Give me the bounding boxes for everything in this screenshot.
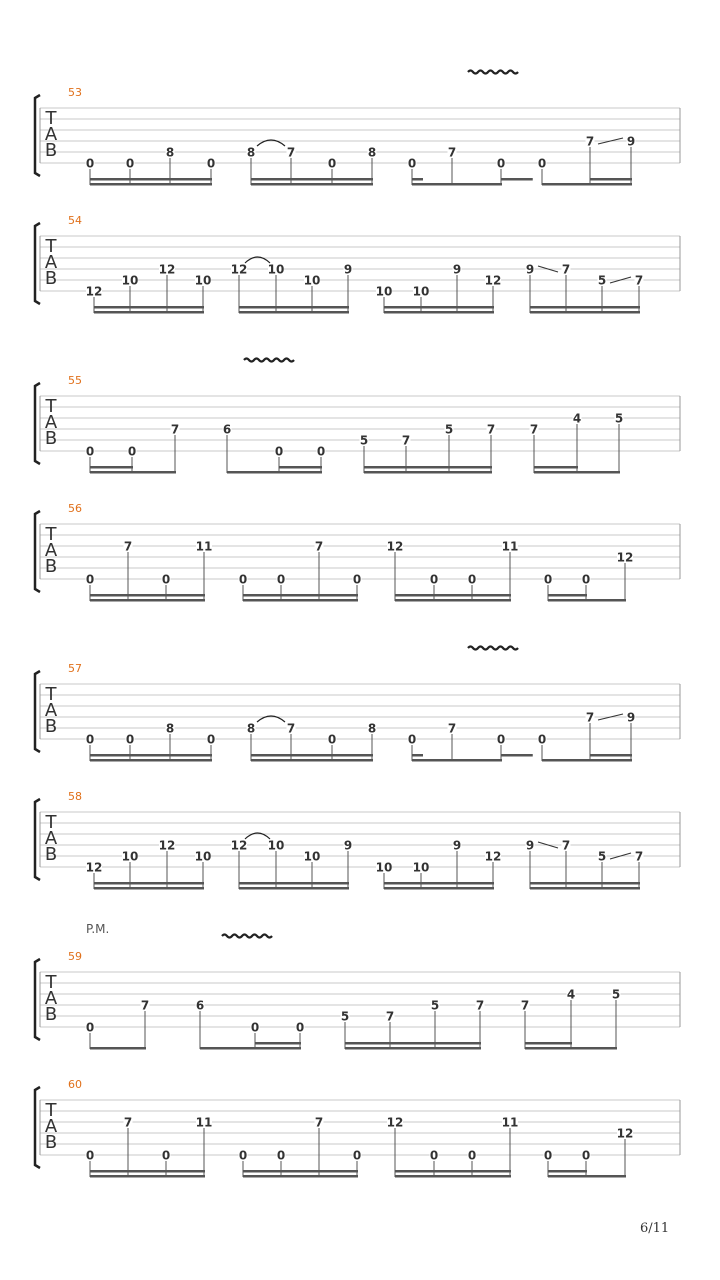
fret-number: 0 bbox=[161, 1148, 171, 1163]
tab-clef-letter: T bbox=[45, 108, 57, 129]
tab-clef-letter: A bbox=[44, 124, 58, 145]
fret-number: 0 bbox=[85, 1148, 95, 1163]
fret-number: 0 bbox=[429, 572, 439, 587]
fret-number: 5 bbox=[430, 998, 440, 1013]
beam-secondary bbox=[345, 1042, 481, 1045]
beam-secondary bbox=[384, 306, 494, 309]
fret-number: 7 bbox=[634, 849, 644, 864]
fret-number: 0 bbox=[407, 156, 417, 171]
staff-bracket bbox=[35, 959, 40, 1040]
fret-number: 9 bbox=[626, 134, 636, 149]
beam-secondary bbox=[364, 466, 492, 469]
fret-number: 9 bbox=[343, 262, 353, 277]
beam bbox=[90, 599, 205, 602]
fret-number: 8 bbox=[367, 721, 377, 736]
beam bbox=[530, 311, 640, 314]
tab-clef-letter: A bbox=[44, 988, 58, 1009]
fret-number: 10 bbox=[375, 284, 393, 299]
fret-number: 7 bbox=[447, 145, 457, 160]
measure-number: 58 bbox=[68, 790, 82, 803]
fret-number: 10 bbox=[375, 860, 393, 875]
fret-number: 12 bbox=[230, 838, 248, 853]
fret-number: 8 bbox=[165, 145, 175, 160]
fret-number: 0 bbox=[125, 732, 135, 747]
staff-bracket bbox=[35, 671, 40, 752]
fret-number: 0 bbox=[543, 572, 553, 587]
beam-secondary bbox=[239, 306, 349, 309]
fret-number: 12 bbox=[158, 838, 176, 853]
fret-number: 0 bbox=[429, 1148, 439, 1163]
fret-number: 0 bbox=[352, 1148, 362, 1163]
beam bbox=[90, 183, 212, 186]
beam bbox=[90, 1047, 146, 1050]
fret-number: 0 bbox=[276, 1148, 286, 1163]
beam-secondary bbox=[94, 882, 204, 885]
fret-number: 7 bbox=[170, 422, 180, 437]
beam bbox=[90, 1175, 205, 1178]
fret-number: 0 bbox=[125, 156, 135, 171]
beam bbox=[90, 471, 176, 474]
fret-number: 5 bbox=[614, 411, 624, 426]
beam bbox=[395, 599, 511, 602]
vibrato-mark bbox=[222, 935, 272, 938]
vibrato-mark bbox=[468, 71, 518, 74]
beam bbox=[548, 1175, 626, 1178]
fret-number: 7 bbox=[634, 273, 644, 288]
fret-number: 7 bbox=[286, 721, 296, 736]
fret-number: 12 bbox=[484, 273, 502, 288]
fret-number: 11 bbox=[195, 1115, 213, 1130]
fret-number: 0 bbox=[250, 1020, 260, 1035]
fret-number: 11 bbox=[195, 539, 213, 554]
beam-secondary bbox=[239, 882, 349, 885]
fret-number: 0 bbox=[85, 444, 95, 459]
beam-partial bbox=[412, 178, 423, 181]
fret-number: 9 bbox=[525, 838, 535, 853]
tab-clef-letter: A bbox=[44, 540, 58, 561]
beam bbox=[542, 759, 632, 762]
fret-number: 5 bbox=[444, 422, 454, 437]
beam bbox=[542, 183, 632, 186]
beam bbox=[243, 1175, 358, 1178]
fret-number: 11 bbox=[501, 539, 519, 554]
fret-number: 0 bbox=[295, 1020, 305, 1035]
fret-number: 12 bbox=[484, 849, 502, 864]
beam bbox=[200, 1047, 301, 1050]
beam bbox=[534, 471, 620, 474]
fret-number: 0 bbox=[85, 156, 95, 171]
fret-number: 0 bbox=[238, 1148, 248, 1163]
beam bbox=[243, 599, 358, 602]
staff-bracket bbox=[35, 511, 40, 592]
tab-clef-letter: B bbox=[44, 556, 58, 577]
fret-number: 12 bbox=[386, 539, 404, 554]
fret-number: 7 bbox=[314, 539, 324, 554]
measure-number: 59 bbox=[68, 950, 82, 963]
fret-number: 0 bbox=[537, 156, 547, 171]
fret-number: 6 bbox=[222, 422, 232, 437]
beam-secondary bbox=[384, 882, 494, 885]
fret-number: 7 bbox=[585, 134, 595, 149]
tab-clef-letter: A bbox=[44, 412, 58, 433]
fret-number: 12 bbox=[85, 860, 103, 875]
fret-number: 11 bbox=[501, 1115, 519, 1130]
fret-number: 10 bbox=[412, 860, 430, 875]
fret-number: 0 bbox=[85, 1020, 95, 1035]
fret-number: 0 bbox=[467, 1148, 477, 1163]
fret-number: 12 bbox=[386, 1115, 404, 1130]
beam bbox=[94, 887, 204, 890]
beam bbox=[412, 183, 502, 186]
fret-number: 0 bbox=[496, 156, 506, 171]
beam bbox=[395, 1175, 511, 1178]
fret-number: 10 bbox=[121, 849, 139, 864]
tab-clef-letter: B bbox=[44, 268, 58, 289]
fret-number: 7 bbox=[385, 1009, 395, 1024]
measure-number: 54 bbox=[68, 214, 82, 227]
fret-number: 8 bbox=[165, 721, 175, 736]
fret-number: 0 bbox=[467, 572, 477, 587]
fret-number: 10 bbox=[194, 849, 212, 864]
tab-clef-letter: T bbox=[45, 812, 57, 833]
beam bbox=[90, 759, 212, 762]
fret-number: 0 bbox=[352, 572, 362, 587]
fret-number: 0 bbox=[85, 732, 95, 747]
fret-number: 6 bbox=[195, 998, 205, 1013]
fret-number: 0 bbox=[407, 732, 417, 747]
fret-number: 7 bbox=[123, 1115, 133, 1130]
beam bbox=[239, 887, 349, 890]
fret-number: 5 bbox=[340, 1009, 350, 1024]
fret-number: 7 bbox=[140, 998, 150, 1013]
beam-partial bbox=[501, 754, 533, 757]
fret-number: 9 bbox=[525, 262, 535, 277]
fret-number: 0 bbox=[161, 572, 171, 587]
beam-partial bbox=[534, 466, 578, 469]
beam-secondary bbox=[530, 306, 640, 309]
beam bbox=[384, 311, 494, 314]
fret-number: 9 bbox=[452, 838, 462, 853]
tab-clef-letter: A bbox=[44, 252, 58, 273]
tab-clef-letter: T bbox=[45, 684, 57, 705]
fret-number: 10 bbox=[121, 273, 139, 288]
beam bbox=[251, 759, 373, 762]
tab-clef-letter: T bbox=[45, 972, 57, 993]
fret-number: 10 bbox=[194, 273, 212, 288]
beam bbox=[94, 311, 204, 314]
fret-number: 12 bbox=[230, 262, 248, 277]
fret-number: 7 bbox=[561, 838, 571, 853]
tab-clef-letter: T bbox=[45, 524, 57, 545]
fret-number: 0 bbox=[274, 444, 284, 459]
staff-bracket bbox=[35, 799, 40, 880]
beam-secondary bbox=[395, 594, 511, 597]
fret-number: 10 bbox=[412, 284, 430, 299]
staff-bracket bbox=[35, 223, 40, 304]
beam-secondary bbox=[94, 306, 204, 309]
staff-bracket bbox=[35, 383, 40, 464]
tab-clef-letter: A bbox=[44, 828, 58, 849]
fret-number: 5 bbox=[359, 433, 369, 448]
fret-number: 9 bbox=[626, 710, 636, 725]
tab-clef-letter: A bbox=[44, 700, 58, 721]
fret-number: 4 bbox=[566, 987, 576, 1002]
fret-number: 5 bbox=[611, 987, 621, 1002]
beam-secondary bbox=[251, 178, 373, 181]
beam bbox=[251, 183, 373, 186]
vibrato-mark bbox=[468, 647, 518, 650]
beam bbox=[530, 887, 640, 890]
fret-number: 0 bbox=[85, 572, 95, 587]
beam bbox=[227, 471, 322, 474]
beam-partial bbox=[90, 466, 133, 469]
fret-number: 7 bbox=[123, 539, 133, 554]
tab-clef-letter: B bbox=[44, 1004, 58, 1025]
beam-partial bbox=[590, 754, 632, 757]
fret-number: 0 bbox=[327, 156, 337, 171]
fret-number: 9 bbox=[343, 838, 353, 853]
beam bbox=[412, 759, 502, 762]
fret-number: 4 bbox=[572, 411, 582, 426]
fret-number: 0 bbox=[238, 572, 248, 587]
fret-number: 0 bbox=[276, 572, 286, 587]
fret-number: 12 bbox=[158, 262, 176, 277]
beam bbox=[239, 311, 349, 314]
fret-number: 10 bbox=[303, 273, 321, 288]
fret-number: 0 bbox=[543, 1148, 553, 1163]
tab-clef-letter: B bbox=[44, 1132, 58, 1153]
fret-number: 12 bbox=[85, 284, 103, 299]
fret-number: 0 bbox=[127, 444, 137, 459]
fret-number: 7 bbox=[486, 422, 496, 437]
fret-number: 0 bbox=[581, 572, 591, 587]
page-number: 6/11 bbox=[640, 1221, 670, 1236]
fret-number: 10 bbox=[267, 262, 285, 277]
tab-clef-letter: B bbox=[44, 716, 58, 737]
beam-partial bbox=[548, 1170, 587, 1173]
fret-number: 5 bbox=[597, 849, 607, 864]
measure-number: 53 bbox=[68, 86, 82, 99]
beam-partial bbox=[525, 1042, 572, 1045]
fret-number: 7 bbox=[561, 262, 571, 277]
fret-number: 7 bbox=[520, 998, 530, 1013]
beam-secondary bbox=[243, 1170, 358, 1173]
fret-number: 7 bbox=[585, 710, 595, 725]
palm-mute-label: P.M. bbox=[86, 922, 110, 936]
staff-bracket bbox=[35, 1087, 40, 1168]
beam-secondary bbox=[251, 754, 373, 757]
fret-number: 0 bbox=[206, 156, 216, 171]
beam bbox=[548, 599, 626, 602]
fret-number: 12 bbox=[616, 1126, 634, 1141]
tab-clef-letter: T bbox=[45, 1100, 57, 1121]
fret-number: 7 bbox=[286, 145, 296, 160]
beam-partial bbox=[279, 466, 322, 469]
beam-secondary bbox=[530, 882, 640, 885]
beam-partial bbox=[590, 178, 632, 181]
beam-secondary bbox=[243, 594, 358, 597]
fret-number: 8 bbox=[246, 721, 256, 736]
fret-number: 7 bbox=[529, 422, 539, 437]
fret-number: 10 bbox=[303, 849, 321, 864]
vibrato-mark bbox=[244, 359, 294, 362]
fret-number: 7 bbox=[314, 1115, 324, 1130]
beam-secondary bbox=[90, 594, 205, 597]
fret-number: 0 bbox=[496, 732, 506, 747]
fret-number: 9 bbox=[452, 262, 462, 277]
beam-partial bbox=[255, 1042, 301, 1045]
measure-number: 57 bbox=[68, 662, 82, 675]
beam bbox=[525, 1047, 617, 1050]
tab-clef-letter: B bbox=[44, 140, 58, 161]
fret-number: 7 bbox=[475, 998, 485, 1013]
fret-number: 7 bbox=[401, 433, 411, 448]
fret-number: 5 bbox=[597, 273, 607, 288]
beam bbox=[345, 1047, 481, 1050]
tab-clef-letter: B bbox=[44, 428, 58, 449]
measure-number: 56 bbox=[68, 502, 82, 515]
beam bbox=[384, 887, 494, 890]
fret-number: 12 bbox=[616, 550, 634, 565]
fret-number: 0 bbox=[327, 732, 337, 747]
beam-secondary bbox=[395, 1170, 511, 1173]
tab-clef-letter: T bbox=[45, 396, 57, 417]
fret-number: 0 bbox=[206, 732, 216, 747]
fret-number: 8 bbox=[367, 145, 377, 160]
tab-clef-letter: B bbox=[44, 844, 58, 865]
beam-partial bbox=[412, 754, 423, 757]
tab-clef-letter: A bbox=[44, 1116, 58, 1137]
beam-secondary bbox=[90, 754, 212, 757]
beam bbox=[364, 471, 492, 474]
beam-partial bbox=[548, 594, 587, 597]
fret-number: 8 bbox=[246, 145, 256, 160]
fret-number: 7 bbox=[447, 721, 457, 736]
beam-secondary bbox=[90, 178, 212, 181]
beam-secondary bbox=[90, 1170, 205, 1173]
fret-number: 10 bbox=[267, 838, 285, 853]
measure-number: 60 bbox=[68, 1078, 82, 1091]
fret-number: 0 bbox=[537, 732, 547, 747]
measure-number: 55 bbox=[68, 374, 82, 387]
beam-partial bbox=[501, 178, 533, 181]
fret-number: 0 bbox=[316, 444, 326, 459]
tab-clef-letter: T bbox=[45, 236, 57, 257]
staff-bracket bbox=[35, 95, 40, 176]
fret-number: 0 bbox=[581, 1148, 591, 1163]
